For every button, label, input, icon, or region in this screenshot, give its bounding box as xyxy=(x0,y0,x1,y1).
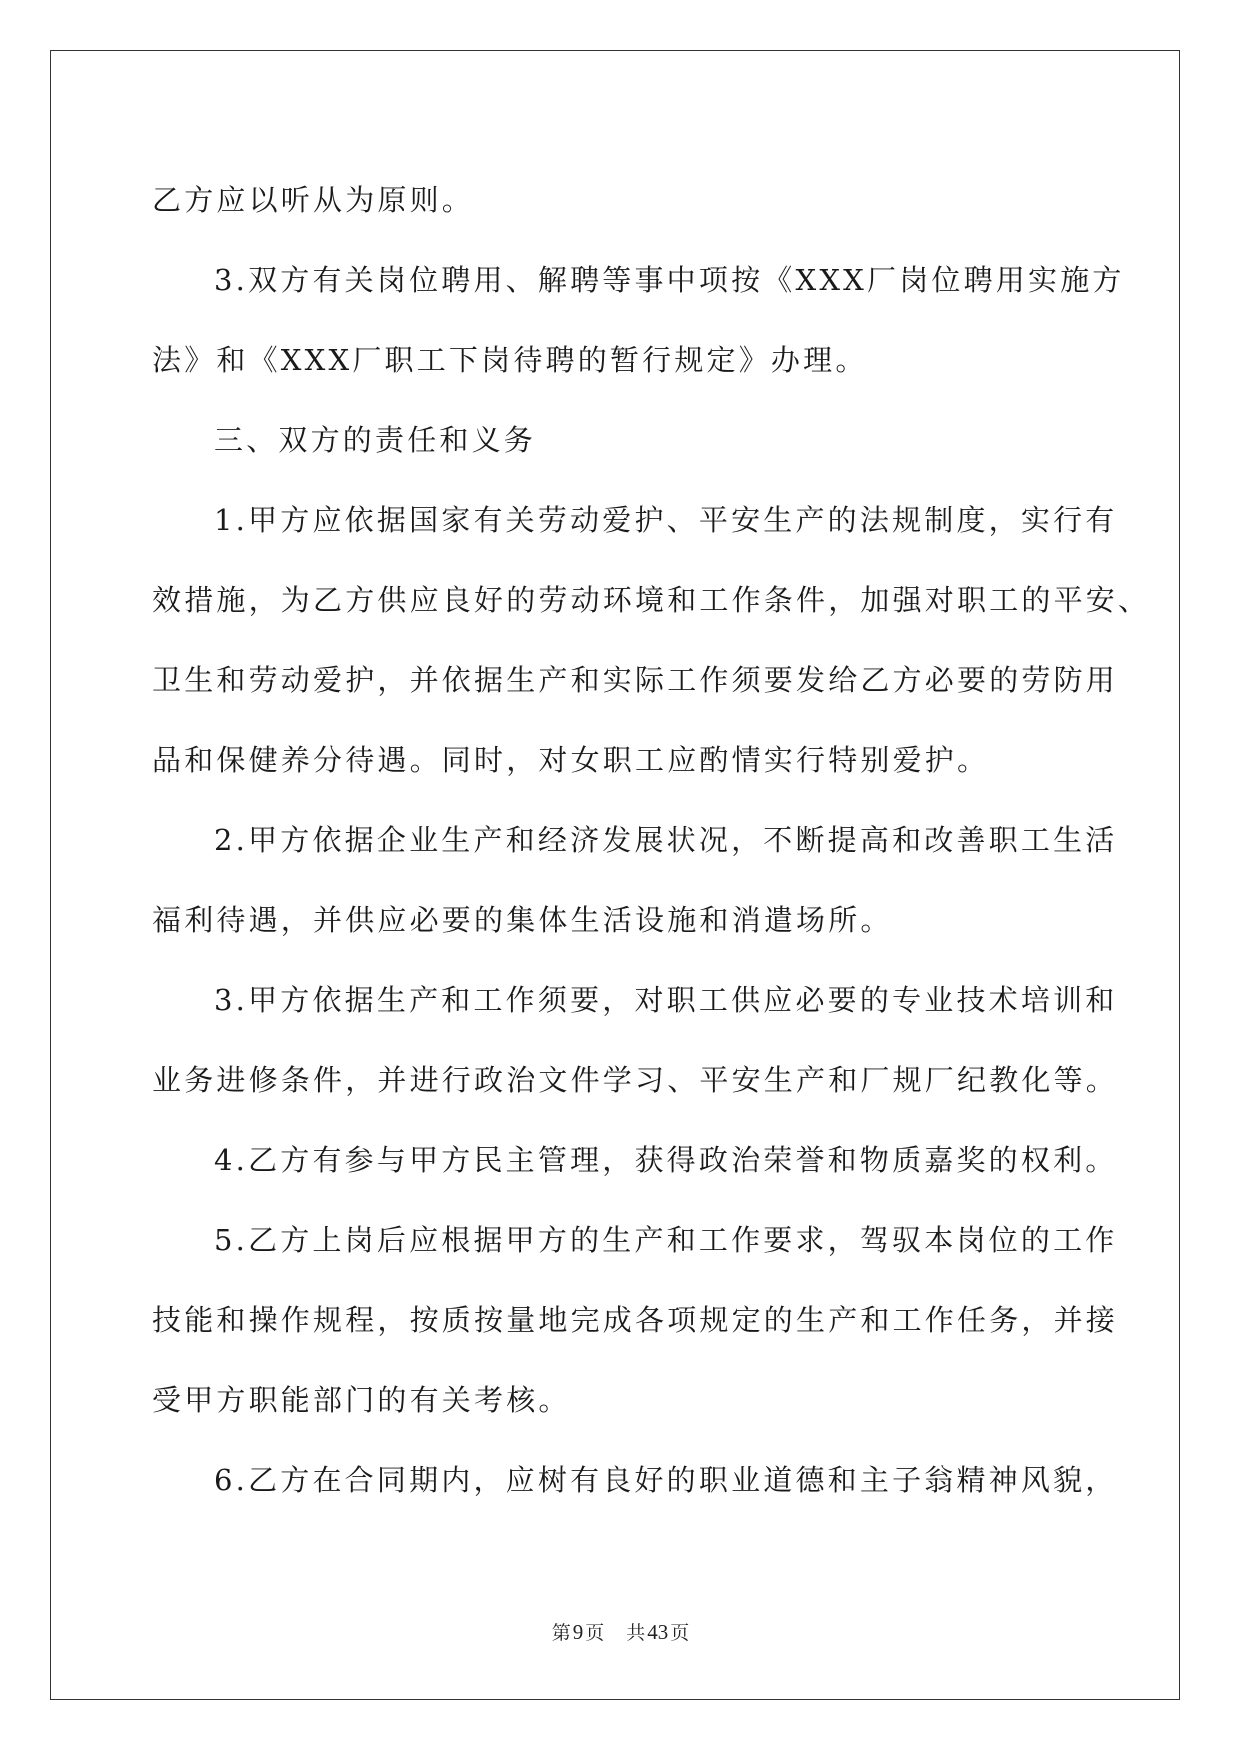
document-body xyxy=(152,160,1151,1520)
text-line: 卫生和劳动爱护，并依据生产和实际工作须要发给乙方必要的劳防用 xyxy=(152,663,1119,697)
page-footer xyxy=(0,1618,1241,1645)
total-pages: 43 xyxy=(647,1620,669,1644)
section-heading: 三、双方的责任和义务 xyxy=(214,423,537,457)
text-line: 品和保健养分待遇。同时，对女职工应酌情实行特别爱护。 xyxy=(152,743,990,777)
total-prefix: 共 xyxy=(626,1622,646,1644)
text-line: 福利待遇，并供应必要的集体生活设施和消遣场所。 xyxy=(152,903,893,937)
text-line: 3.甲方依据生产和工作须要，对职工供应必要的专业技术培训和 xyxy=(214,983,1118,1017)
page-prefix: 第 xyxy=(551,1622,571,1644)
text-line: 4.乙方有参与甲方民主管理，获得政治荣誉和物质嘉奖的权利。 xyxy=(214,1143,1118,1177)
text-line: 5.乙方上岗后应根据甲方的生产和工作要求，驾驭本岗位的工作 xyxy=(214,1223,1118,1257)
text-line: 效措施，为乙方供应良好的劳动环境和工作条件，加强对职工的平安、 xyxy=(152,583,1151,617)
text-line: 法》和《XXX厂职工下岗待聘的暂行规定》办理。 xyxy=(152,343,868,377)
text-line: 受甲方职能部门的有关考核。 xyxy=(152,1383,571,1417)
text-line: 3.双方有关岗位聘用、解聘等事中项按《XXX厂岗位聘用实施方 xyxy=(214,263,1125,297)
text-line: 6.乙方在合同期内，应树有良好的职业道德和主子翁精神风貌， xyxy=(214,1463,1118,1497)
text-line: 2.甲方依据企业生产和经济发展状况，不断提高和改善职工生活 xyxy=(214,823,1118,857)
text-line: 技能和操作规程，按质按量地完成各项规定的生产和工作任务，并接 xyxy=(152,1303,1119,1337)
text-line: 1.甲方应依据国家有关劳动爱护、平安生产的法规制度，实行有 xyxy=(214,503,1118,537)
page-suffix: 页 xyxy=(585,1622,605,1644)
page-number: 9 xyxy=(572,1620,584,1644)
total-suffix: 页 xyxy=(670,1622,690,1644)
text-line: 乙方应以听从为原则。 xyxy=(152,183,475,217)
text-line: 业务进修条件，并进行政治文件学习、平安生产和厂规厂纪教化等。 xyxy=(152,1063,1119,1097)
